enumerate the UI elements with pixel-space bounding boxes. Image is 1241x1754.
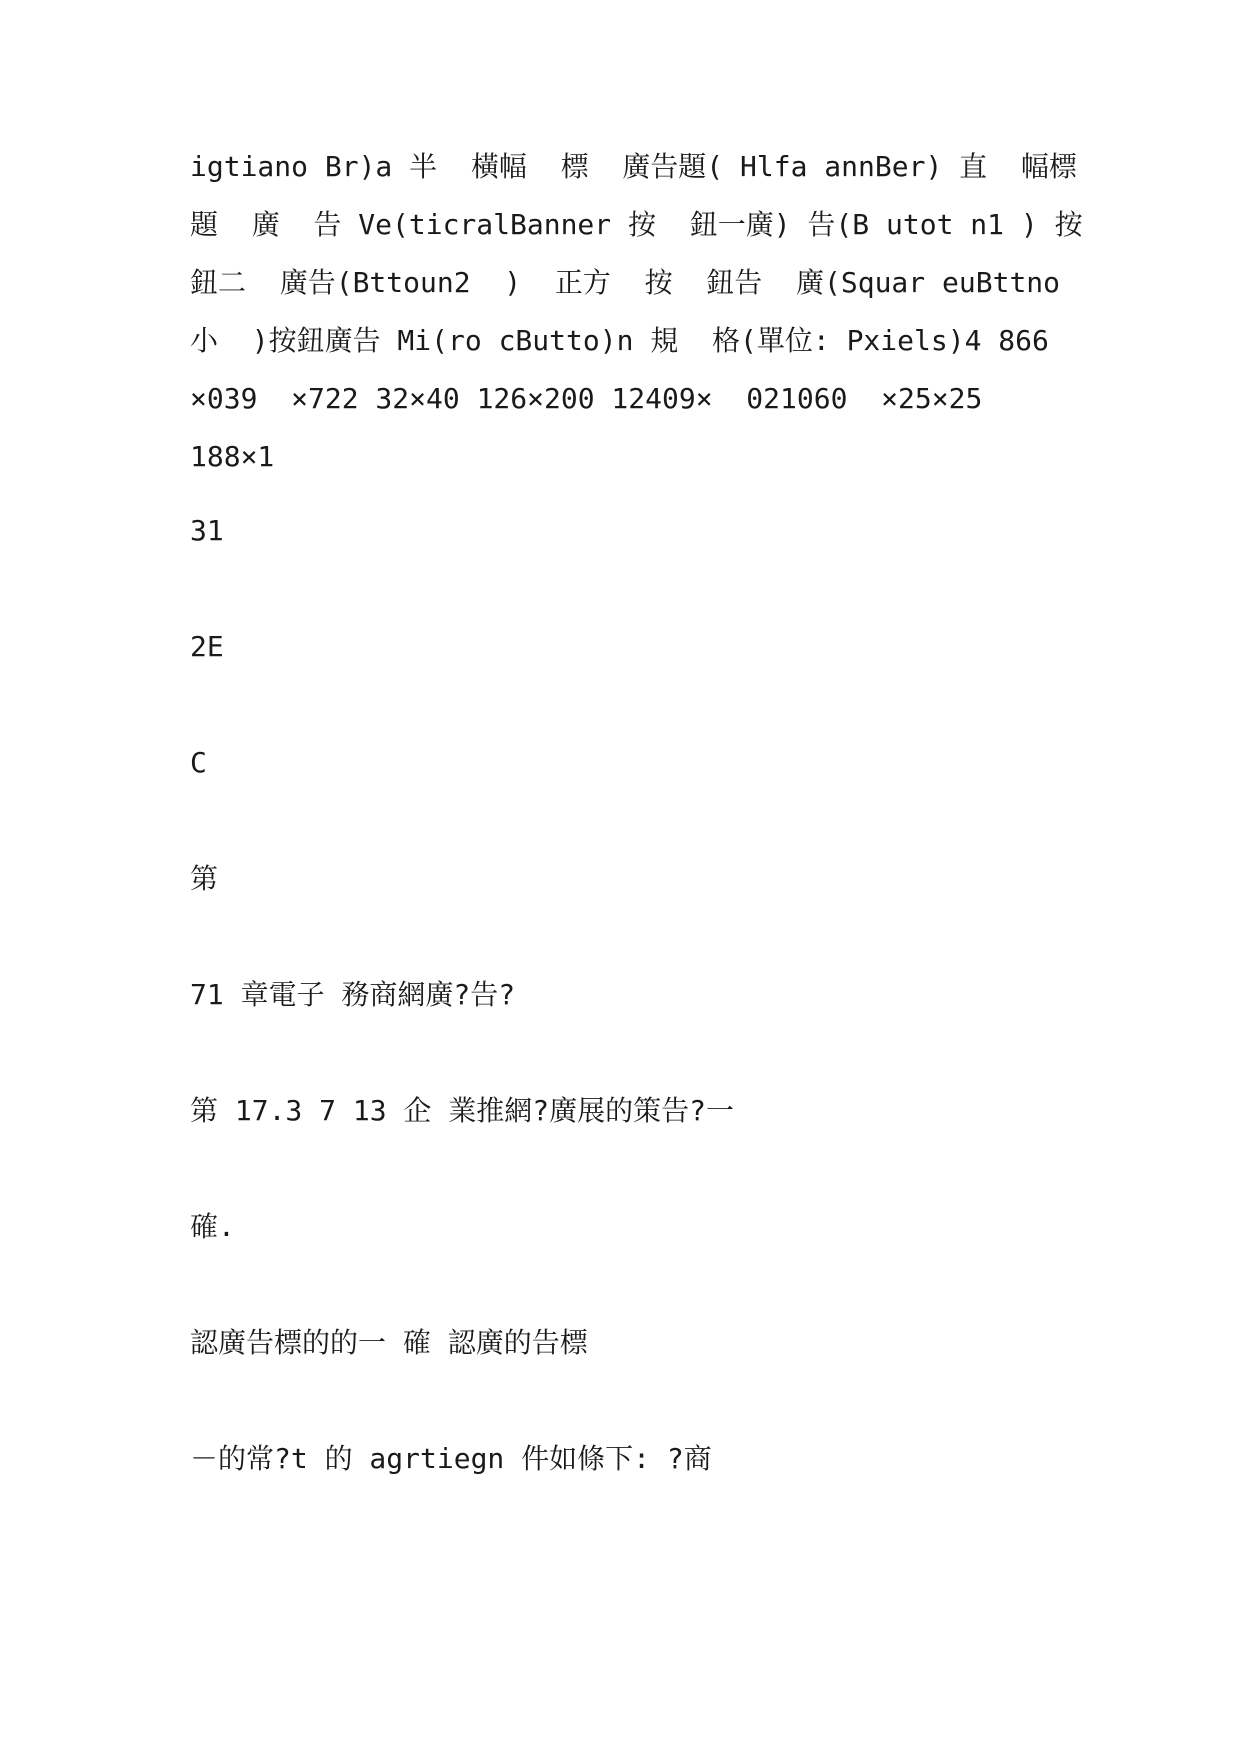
text-line-c: C (190, 746, 207, 779)
paragraph-line: igtiano Br)a 半 橫幅 標 廣告題( Hlfa annBer) 直 幅標 (190, 150, 1077, 183)
chapter-heading: 71 章電子 務商網廣?告? (190, 978, 516, 1011)
text-line-31: 31 (190, 514, 224, 547)
confirm-target-line: 認廣告標的的一 確 認廣的告標 (190, 1326, 588, 1359)
paragraph-line: 188×1 (190, 440, 275, 473)
paragraph-line: 鈕二 廣告(Bttoun2 ) 正方 按 鈕告 廣(Squar euBttno (190, 266, 1061, 299)
text-line-di: 第 (190, 862, 219, 895)
section-heading: 第 17.3 7 13 企 業推網?廣展的策告?一 (190, 1094, 735, 1127)
paragraph-line: ×039 ×722 32×40 126×200 12409× 021060 ×25×25 (190, 382, 983, 415)
text-line-2e: 2E (190, 630, 224, 663)
paragraph-line: 小 )按鈕廣告 Mi(ro cButto)n 規 格(單位: Pxiels)4 866 (190, 324, 1049, 357)
conditions-line: －的常?t 的 agrtiegn 件如條下: ?商 (190, 1442, 712, 1475)
ad-spec-paragraph (190, 138, 1083, 486)
paragraph-line: 題 廣 告 Ve(ticralBanner 按 鈕一廣) 告(B utot n1 ) 按 (190, 208, 1083, 241)
text-line-que: 確. (190, 1210, 235, 1243)
